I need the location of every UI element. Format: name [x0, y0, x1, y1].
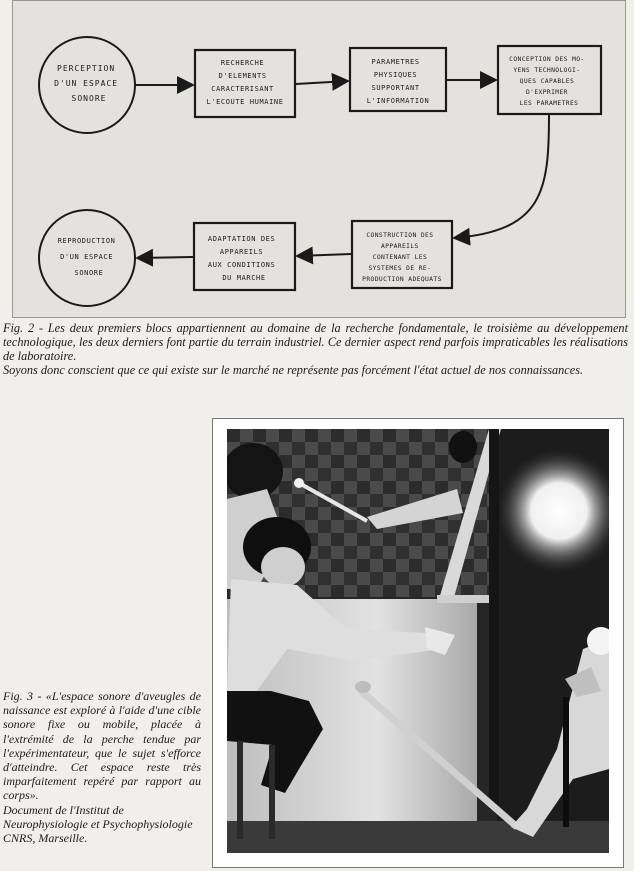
label-perception: PERCEPTION D'UN ESPACE SONORE — [54, 64, 119, 103]
arrow-recherche-parametres — [296, 81, 348, 84]
label-adaptation: ADAPTATION DES APPAREILS AUX CONDITIONS DU MARCHE — [207, 235, 276, 282]
figure-2-label: Fig. 2 - — [3, 321, 48, 335]
label-recherche: RECHERCHE D'ELEMENTS CARACTERISANT L'ECOUTE HUMAINE — [206, 59, 284, 106]
figure-3-label: Fig. 3 - — [3, 689, 46, 703]
label-conception: CONCEPTION DES MO- YENS TECHNOLOGI- QUES CAPABLES D'EXPRIMER LES PARAMETRES — [509, 56, 585, 107]
arrow-conception-construction — [454, 115, 549, 238]
arrow-adaptation-reproduction — [137, 257, 193, 258]
figure-3-photograph — [212, 418, 624, 868]
label-construction: CONSTRUCTION DES APPAREILS CONTENANT LES SYSTEMES DE RE- PRODUCTION ADEQUATS — [362, 232, 442, 283]
photograph-image — [227, 429, 609, 853]
figure-3-caption-text: «L'espace sonore d'aveugles de naissance est exploré à l'aide d'une cible sonore fixe ou mobile, placée à l'extrémité de la perche tendue par l'expérimentateur, que le sujet s'efforce d'atteindre. Cet espace reste très imparfaitement repéré par rapport au corps». — [3, 689, 201, 803]
figure-3-caption-paragraph — [3, 689, 201, 803]
figure-2-caption-text: Les deux premiers blocs appartiennent au domaine de la recherche fondamentale, le troisième au développement technologique, les deux derniers font partie du terrain industriel. Ce dernier aspect rend parfois impraticables les réalisations de laboratoire. — [3, 321, 628, 363]
figure-2-diagram-panel — [12, 0, 626, 318]
label-reproduction: REPRODUCTION D'UN ESPACE SONORE — [57, 237, 116, 277]
figure-2-caption-paragraph — [3, 321, 628, 363]
figure-2-caption-note: Soyons donc conscient que ce qui existe sur le marché ne représente pas forcément l'état actuel de nos connaissances. — [3, 363, 584, 377]
figure-3-caption — [3, 689, 201, 845]
figure-3-source: Document de l'Institut de Neurophysiologie et Psychophysiologie CNRS, Marseille. — [3, 802, 193, 846]
label-parametres: PARAMETRES PHYSIQUES SUPPORTANT L'INFORMATION — [366, 58, 430, 105]
arrow-construction-adaptation — [297, 254, 351, 256]
flowchart — [13, 1, 625, 317]
figure-2-caption — [3, 321, 628, 377]
